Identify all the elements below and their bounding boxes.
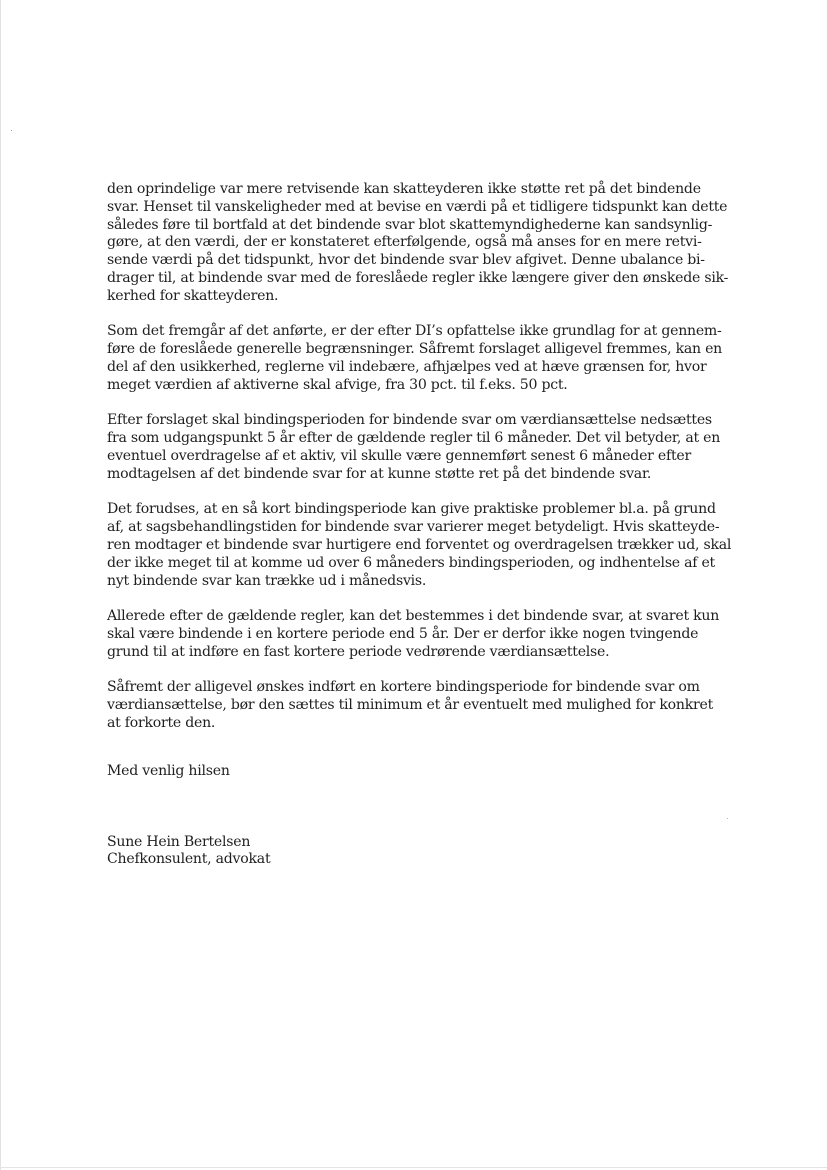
text-line: eventuel overdragelse af et aktiv, vil skulle være gennemført senest 6 måneder efter (107, 447, 691, 464)
signatory-name: Sune Hein Bertelsen (107, 833, 251, 850)
scan-bottom-edge (0, 1167, 827, 1168)
paragraph-2 (107, 323, 723, 394)
letter-body (107, 181, 732, 869)
text-line: gøre, at den værdi, der er konstateret efterfølgende, også må anses for en mere retvi- (107, 234, 702, 251)
signature-block (107, 834, 687, 870)
text-line: drager til, at bindende svar med de foreslåede regler ikke længere giver den ønskede sik- (107, 269, 729, 286)
signatory-title: Chefkonsulent, advokat (107, 851, 271, 868)
paragraph-3 (107, 412, 721, 483)
text-line: Efter forslaget skal bindingsperioden for bindende svar om værdiansættelse nedsættes (107, 412, 712, 429)
text-line: nyt bindende svar kan trække ud i månedsvis. (107, 572, 427, 589)
text-line: meget værdien af aktiverne skal afvige, fra 30 pct. til f.eks. 50 pct. (107, 376, 568, 393)
text-line: modtagelsen af det bindende svar for at kunne støtte ret på det bindende svar. (107, 465, 652, 482)
scan-speck (11, 130, 12, 131)
paragraph-4 (107, 501, 732, 590)
text-line: skal være bindende i en kortere periode end 5 år. Der er derfor ikke nogen tvingende (107, 625, 699, 642)
text-line: fra som udgangspunkt 5 år efter de gældende regler til 6 måneder. Det vil betyder, at en (107, 430, 721, 447)
text-line: sende værdi på det tidspunkt, hvor det bindende svar blev afgivet. Denne ubalance bi- (107, 252, 705, 269)
text-line: føre de foreslåede generelle begrænsninger. Såfremt forslaget alligevel fremmes, kan en (107, 341, 723, 358)
paragraph-1 (107, 181, 729, 306)
closing-salutation: Med venlig hilsen (107, 762, 230, 779)
text-line: Det forudses, at en så kort bindingsperiode kan give praktiske problemer bl.a. på grund (107, 501, 716, 518)
text-line: del af den usikkerhed, reglerne vil indebære, afhjælpes ved at hæve grænsen for, hvor (107, 358, 707, 375)
text-line: værdiansættelse, bør den sættes til minimum et år eventuelt med mulighed for konkret (107, 697, 714, 714)
text-line: den oprindelige var mere retvisende kan skatteyderen ikke støtte ret på det bindende (107, 181, 701, 197)
text-line: svar. Henset til vanskeligheder med at bevise en værdi på et tidligere tidspunkt kan dette (107, 198, 728, 215)
text-line: at forkorte den. (107, 714, 216, 731)
text-line: ren modtager et bindende svar hurtigere end forventet og overdragelsen trækker ud, skal (107, 536, 732, 553)
text-line: kerhed for skatteyderen. (107, 287, 279, 304)
text-line: grund til at indføre en fast kortere periode vedrørende værdiansættelse. (107, 643, 610, 660)
text-line: af, at sagsbehandlingstiden for bindende svar varierer meget betydeligt. Hvis skatteyde- (107, 519, 720, 536)
text-line: således føre til bortfald at det bindende svar blot skattemyndighederne kan sandsynlig- (107, 216, 713, 233)
paragraph-5 (107, 608, 720, 661)
text-line: Såfremt der alligevel ønskes indført en kortere bindingsperiode for bindende svar om (107, 679, 700, 696)
text-line: Som det fremgår af det anførte, er der efter DI’s opfattelse ikke grundlag for at gennem- (107, 323, 722, 340)
text-line: Allerede efter de gældende regler, kan det bestemmes i det bindende svar, at svaret kun (107, 608, 720, 625)
scan-speck (727, 818, 728, 819)
scan-left-edge (0, 0, 1, 1170)
text-line: der ikke meget til at komme ud over 6 måneders bindingsperioden, og indhentelse af et (107, 554, 715, 571)
paragraph-6 (107, 679, 714, 732)
